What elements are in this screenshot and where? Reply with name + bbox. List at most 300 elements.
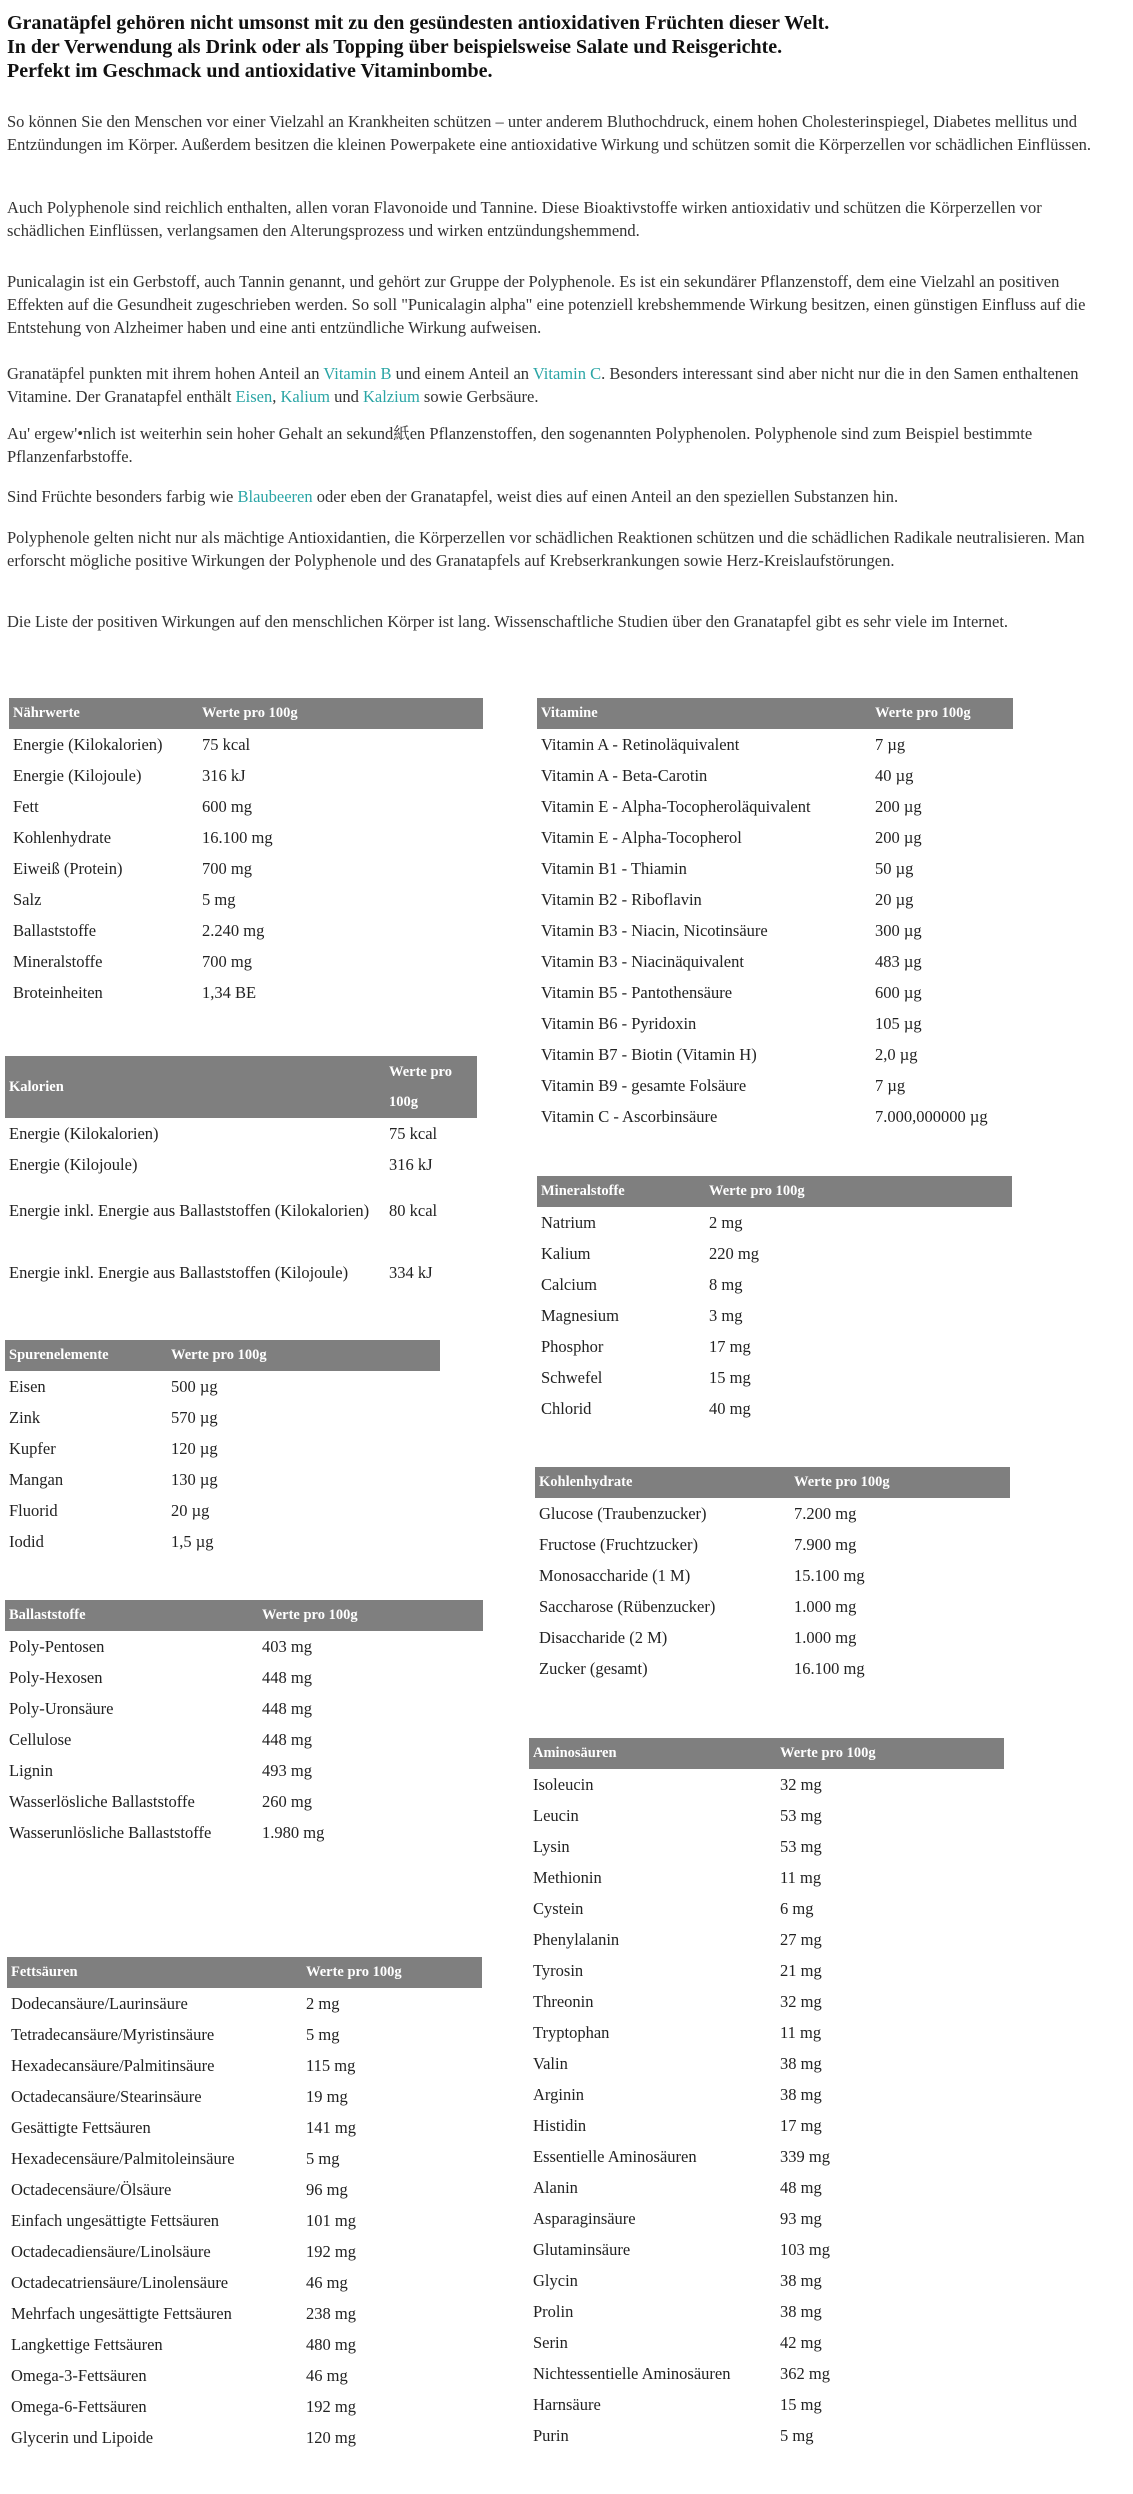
nutrient-value: 80 kcal xyxy=(389,1201,438,1220)
nutrient-value: 115 mg xyxy=(306,2055,356,2075)
nutrient-name: Cellulose xyxy=(9,1729,72,1749)
column-header-value: Werte pro 100g xyxy=(871,698,1013,729)
nutrient-name: Hexadecensäure/Palmitoleinsäure xyxy=(11,2148,235,2168)
paragraph-punicalagin: Punicalagin ist ein Gerbstoff, auch Tannin genannt, und gehört zur Gruppe der Polyphenole. Es ist ein sekundärer Pflanzenstoff, dem eine Vielzahl an positiven Effekten auf die Gesundheit zugeschrieben werden. So soll "Punicalagin alpha" eine potenziell krebshemmende Wirkung besitzen, einen günstigen Einfluss auf die Entstehung von Alzheimer haben und eine anti entzündliche Wirkung aufweisen. xyxy=(7,272,1086,337)
table-row xyxy=(529,1893,1004,1924)
nutrient-name: Hexadecansäure/Palmitinsäure xyxy=(11,2055,215,2075)
table-row xyxy=(537,915,1013,946)
nutrient-name: Lysin xyxy=(533,1836,570,1856)
table-kalorien xyxy=(5,1056,477,1304)
table-row xyxy=(529,2079,1004,2110)
nutrient-value: 192 mg xyxy=(306,2396,356,2416)
table-row xyxy=(7,2329,482,2360)
nutrient-name: Energie (Kilokalorien) xyxy=(9,1123,159,1143)
nutrient-value: 5 mg xyxy=(306,2148,340,2168)
nutrient-name: Eisen xyxy=(9,1376,46,1396)
nutrient-value: 500 µg xyxy=(171,1376,218,1396)
table-row xyxy=(529,2141,1004,2172)
paragraph-polyphenols: Auch Polyphenole sind reichlich enthalten, allen voran Flavonoide und Tannine. Diese Bioaktivstoffe wirken antioxidativ und schützen die Körperzellen vor schädlichen Einflüssen, verlangsamen den Alterungsprozess und wirken entzündungshemmend. xyxy=(7,198,1042,240)
nutrient-value: 15.100 mg xyxy=(794,1565,865,1585)
table-header-row xyxy=(535,1467,1010,1498)
column-header-value: Werte pro 100g xyxy=(198,698,483,729)
column-header-name: Fettsäuren xyxy=(7,1957,302,1988)
table-row xyxy=(529,2234,1004,2265)
nutrient-name: Vitamin B3 - Niacin, Nicotinsäure xyxy=(541,920,768,940)
table-row xyxy=(537,884,1013,915)
nutrient-name: Vitamin B3 - Niacinäquivalent xyxy=(541,951,744,971)
table-row xyxy=(529,1955,1004,1986)
nutrient-value: 50 µg xyxy=(875,858,914,878)
table-row xyxy=(529,2110,1004,2141)
nutrient-value: 46 mg xyxy=(306,2365,348,2385)
table-row xyxy=(537,822,1013,853)
nutrient-value: 38 mg xyxy=(780,2301,822,2321)
link-vitamin-c[interactable]: Vitamin C xyxy=(532,364,602,383)
table-row xyxy=(537,977,1013,1008)
nutrient-value: 93 mg xyxy=(780,2208,822,2228)
nutrient-value: 7.000,000000 µg xyxy=(875,1106,988,1126)
heading-line-2: In der Verwendung als Drink oder als Topping über beispielsweise Salate und Reisgerichte. xyxy=(7,36,783,58)
text-segment: sowie Gerbsäure. xyxy=(419,387,539,406)
nutrient-name: Calcium xyxy=(541,1274,597,1294)
nutrient-value: 101 mg xyxy=(306,2210,356,2230)
link-kalzium[interactable]: Kalzium xyxy=(362,387,420,406)
table-row xyxy=(7,1988,482,2019)
nutrient-name: Fett xyxy=(13,796,39,816)
nutrient-name: Energie (Kilojoule) xyxy=(13,765,142,785)
nutrient-name: Vitamin B7 - Biotin (Vitamin H) xyxy=(541,1044,757,1064)
nutrient-value: 15 mg xyxy=(780,2394,822,2414)
nutrient-value: 27 mg xyxy=(780,1929,822,1949)
text-segment: Granatäpfel punkten mit ihrem hohen Anteil an xyxy=(7,364,324,383)
nutrient-name: Vitamin C - Ascorbinsäure xyxy=(541,1106,718,1126)
nutrient-name: Natrium xyxy=(541,1212,596,1232)
table-row xyxy=(529,2017,1004,2048)
nutrient-value: 448 mg xyxy=(262,1729,312,1749)
nutrient-value: 448 mg xyxy=(262,1698,312,1718)
table-row xyxy=(529,1924,1004,1955)
nutrient-value: 7.900 mg xyxy=(794,1534,857,1554)
nutrient-name: Kupfer xyxy=(9,1438,56,1458)
nutrient-value: 32 mg xyxy=(780,1774,822,1794)
table-mineralstoffe xyxy=(537,1176,1012,1424)
table-row xyxy=(537,1008,1013,1039)
table-aminosaeuren xyxy=(529,1738,1004,2451)
nutrient-name: Vitamin B2 - Riboflavin xyxy=(541,889,702,909)
paragraph-vitamins xyxy=(7,362,1117,408)
column-header-value: Werte pro 100g xyxy=(258,1600,483,1631)
nutrient-name: Serin xyxy=(533,2332,568,2352)
table-row xyxy=(529,2389,1004,2420)
column-header-name: Nährwerte xyxy=(9,698,198,729)
nutrient-name: Vitamin B1 - Thiamin xyxy=(541,858,687,878)
nutrient-value: 5 mg xyxy=(202,889,236,909)
nutrient-name: Einfach ungesättigte Fettsäuren xyxy=(11,2210,220,2230)
table-header-row xyxy=(537,698,1013,729)
table-row xyxy=(5,1526,440,1557)
nutrient-value: 600 mg xyxy=(202,796,252,816)
column-header-name: Kohlenhydrate xyxy=(535,1467,790,1498)
table-spurenelemente xyxy=(5,1340,440,1557)
table-row xyxy=(5,1433,440,1464)
nutrient-value: 5 mg xyxy=(306,2024,340,2044)
nutrient-name: Salz xyxy=(13,889,42,909)
table-fettsaeuren xyxy=(7,1957,482,2453)
nutrient-value: 238 mg xyxy=(306,2303,356,2323)
nutrient-value: 32 mg xyxy=(780,1991,822,2011)
column-header-value: Werte pro 100g xyxy=(302,1957,482,1988)
nutrient-value: 1.000 mg xyxy=(794,1627,857,1647)
nutrient-name: Purin xyxy=(533,2425,569,2445)
nutrient-name: Glycin xyxy=(533,2270,578,2290)
text-segment: und xyxy=(329,387,363,406)
table-row xyxy=(5,1631,483,1662)
nutrient-name: Vitamin E - Alpha-Tocopheroläquivalent xyxy=(541,796,811,816)
table-ballaststoffe xyxy=(5,1600,483,1848)
nutrient-value: 38 mg xyxy=(780,2084,822,2104)
column-header-value: Werte pro 100g xyxy=(167,1340,440,1371)
table-row xyxy=(5,1817,483,1848)
nutrient-name: Prolin xyxy=(533,2301,574,2321)
article-heading xyxy=(7,11,1107,83)
nutrient-value: 1,34 BE xyxy=(202,982,257,1002)
column-header-value: Werte pro 100g xyxy=(385,1056,477,1118)
nutrient-value: 2,0 µg xyxy=(875,1044,918,1064)
nutrient-value: 2.240 mg xyxy=(202,920,265,940)
table-header-row xyxy=(5,1056,477,1118)
nutrient-value: 19 mg xyxy=(306,2086,348,2106)
nutrient-name: Energie (Kilojoule) xyxy=(9,1154,138,1174)
nutrient-name: Poly-Uronsäure xyxy=(9,1698,114,1718)
nutrient-value: 493 mg xyxy=(262,1760,312,1780)
nutrient-name: Harnsäure xyxy=(533,2394,601,2414)
nutrient-value: 192 mg xyxy=(306,2241,356,2261)
table-row xyxy=(537,1300,1012,1331)
nutrient-name: Eiweiß (Protein) xyxy=(13,858,123,878)
table-row xyxy=(5,1464,440,1495)
nutrient-value: 6 mg xyxy=(780,1898,814,1918)
nutrient-name: Cystein xyxy=(533,1898,584,1918)
table-header-row xyxy=(7,1957,482,1988)
nutrient-value: 7 µg xyxy=(875,1075,906,1095)
nutrient-name: Vitamin A - Beta-Carotin xyxy=(541,765,708,785)
nutrient-value: 20 µg xyxy=(171,1500,210,1520)
table-row xyxy=(535,1653,1010,1684)
table-row xyxy=(537,1331,1012,1362)
nutrient-value: 38 mg xyxy=(780,2053,822,2073)
table-header-row xyxy=(5,1340,440,1371)
table-row xyxy=(7,2422,482,2453)
table-row xyxy=(529,1862,1004,1893)
table-row xyxy=(7,2360,482,2391)
nutrient-value: 362 mg xyxy=(780,2363,830,2383)
table-header-row xyxy=(537,1176,1012,1207)
table-row xyxy=(7,2236,482,2267)
column-header-value: Werte pro 100g xyxy=(776,1738,1004,1769)
nutrient-value: 483 µg xyxy=(875,951,922,971)
table-naehrwerte xyxy=(9,698,483,1008)
nutrient-value: 2 mg xyxy=(306,1993,340,2013)
link-vitamin-b[interactable]: Vitamin B xyxy=(323,364,392,383)
nutrient-value: 600 µg xyxy=(875,982,922,1002)
table-row xyxy=(529,1831,1004,1862)
nutrient-value: 103 mg xyxy=(780,2239,830,2259)
nutrient-value: 105 µg xyxy=(875,1013,922,1033)
table-row xyxy=(5,1242,477,1304)
nutrient-value: 130 µg xyxy=(171,1469,218,1489)
nutrient-value: 300 µg xyxy=(875,920,922,940)
nutrient-name: Histidin xyxy=(533,2115,587,2135)
nutrient-name: Energie (Kilokalorien) xyxy=(13,734,163,754)
nutrient-value: 21 mg xyxy=(780,1960,822,1980)
nutrient-value: 339 mg xyxy=(780,2146,830,2166)
nutrient-name: Tryptophan xyxy=(533,2022,610,2042)
text-segment: , xyxy=(272,387,281,406)
nutrient-value: 1,5 µg xyxy=(171,1531,214,1551)
table-row xyxy=(535,1560,1010,1591)
text-segment: oder eben der Granatapfel, weist dies auf einen Anteil an den speziellen Substanzen hin. xyxy=(312,487,899,506)
nutrient-value: 11 mg xyxy=(780,1867,822,1887)
table-row xyxy=(9,729,483,760)
nutrient-value: 120 µg xyxy=(171,1438,218,1458)
nutrient-value: 16.100 mg xyxy=(794,1658,865,1678)
nutrient-name: Glucose (Traubenzucker) xyxy=(539,1503,707,1523)
nutrient-name: Mehrfach ungesättigte Fettsäuren xyxy=(11,2303,232,2323)
paragraph-colorful-fruits xyxy=(7,485,1117,508)
nutrient-name: Tyrosin xyxy=(533,1960,584,1980)
nutrient-name: Poly-Hexosen xyxy=(9,1667,103,1687)
nutrient-name: Iodid xyxy=(9,1531,44,1551)
table-row xyxy=(529,2203,1004,2234)
nutrient-name: Vitamin A - Retinoläquivalent xyxy=(541,734,740,754)
table-row xyxy=(529,2172,1004,2203)
nutrient-value: 96 mg xyxy=(306,2179,348,2199)
nutrient-name: Energie inkl. Energie aus Ballaststoffen (Kilojoule) xyxy=(9,1263,349,1282)
table-row xyxy=(529,2296,1004,2327)
nutrient-name: Tetradecansäure/Myristinsäure xyxy=(11,2024,215,2044)
nutrient-name: Asparaginsäure xyxy=(533,2208,636,2228)
table-row xyxy=(537,1070,1013,1101)
nutrient-value: 8 mg xyxy=(709,1274,743,1294)
table-row xyxy=(537,1269,1012,1300)
table-row xyxy=(7,2205,482,2236)
heading-line-1: Granatäpfel gehören nicht umsonst mit zu den gesündesten antioxidativen Früchten dieser Welt. xyxy=(7,12,830,34)
table-row xyxy=(9,791,483,822)
table-row xyxy=(537,1238,1012,1269)
link-kalium[interactable]: Kalium xyxy=(280,387,330,406)
nutrient-name: Methionin xyxy=(533,1867,602,1887)
table-row xyxy=(7,2112,482,2143)
column-header-name: Spurenelemente xyxy=(5,1340,167,1371)
table-row xyxy=(537,853,1013,884)
nutrient-name: Octadecatriensäure/Linolensäure xyxy=(11,2272,229,2292)
nutrient-value: 2 mg xyxy=(709,1212,743,1232)
table-row xyxy=(5,1693,483,1724)
nutrient-value: 1.980 mg xyxy=(262,1822,325,1842)
nutrient-name: Valin xyxy=(533,2053,568,2073)
nutrient-name: Octadecensäure/Ölsäure xyxy=(11,2179,172,2199)
table-row xyxy=(7,2019,482,2050)
nutrient-value: 7.200 mg xyxy=(794,1503,857,1523)
nutrient-name: Zink xyxy=(9,1407,41,1427)
nutrient-name: Phenylalanin xyxy=(533,1929,620,1949)
table-row xyxy=(537,1393,1012,1424)
nutrient-name: Schwefel xyxy=(541,1367,603,1387)
table-row xyxy=(7,2174,482,2205)
paragraph-diseases: So können Sie den Menschen vor einer Vielzahl an Krankheiten schützen – unter anderem Bluthochdruck, einem hohen Cholesterinspiegel, Diabetes mellitus und Entzündungen im Körper. Außerdem besitzen die kleinen Powerpakete eine antioxidative Wirkung und schützen somit die Körperzellen vor schädlichen Einflüssen. xyxy=(7,112,1092,154)
nutrient-name: Mangan xyxy=(9,1469,64,1489)
link-eisen[interactable]: Eisen xyxy=(235,387,273,406)
nutrient-name: Phosphor xyxy=(541,1336,604,1356)
nutrient-value: 42 mg xyxy=(780,2332,822,2352)
nutrient-name: Vitamin B9 - gesamte Folsäure xyxy=(541,1075,747,1095)
table-row xyxy=(529,1986,1004,2017)
nutrient-value: 700 mg xyxy=(202,858,252,878)
table-row xyxy=(529,1800,1004,1831)
link-blaubeeren[interactable]: Blaubeeren xyxy=(237,487,313,506)
nutrient-value: 53 mg xyxy=(780,1805,822,1825)
table-row xyxy=(529,2048,1004,2079)
table-row xyxy=(5,1180,477,1242)
table-row xyxy=(537,1101,1013,1132)
nutrient-value: 16.100 mg xyxy=(202,827,273,847)
nutrient-value: 141 mg xyxy=(306,2117,356,2137)
table-row xyxy=(537,729,1013,760)
nutrient-name: Omega-6-Fettsäuren xyxy=(11,2396,147,2416)
table-vitamine xyxy=(537,698,1013,1132)
nutrient-name: Vitamin B6 - Pyridoxin xyxy=(541,1013,697,1033)
nutrient-value: 5 mg xyxy=(780,2425,814,2445)
nutrient-name: Monosaccharide (1 M) xyxy=(539,1565,691,1585)
nutrient-name: Arginin xyxy=(533,2084,585,2104)
table-row xyxy=(535,1591,1010,1622)
nutrient-value: 17 mg xyxy=(780,2115,822,2135)
table-row xyxy=(537,1039,1013,1070)
table-header-row xyxy=(5,1600,483,1631)
table-row xyxy=(537,760,1013,791)
nutrient-name: Kohlenhydrate xyxy=(13,827,112,847)
nutrient-name: Dodecansäure/Laurinsäure xyxy=(11,1993,188,2013)
table-row xyxy=(529,2265,1004,2296)
column-header-name: Mineralstoffe xyxy=(537,1176,705,1207)
table-row xyxy=(7,2391,482,2422)
nutrient-name: Alanin xyxy=(533,2177,578,2197)
table-row xyxy=(9,946,483,977)
table-row xyxy=(5,1371,440,1402)
nutrient-name: Mineralstoffe xyxy=(13,951,103,971)
table-row xyxy=(5,1495,440,1526)
nutrient-name: Energie inkl. Energie aus Ballaststoffen (Kilokalorien) xyxy=(9,1201,370,1220)
table-row xyxy=(7,2081,482,2112)
table-row xyxy=(537,791,1013,822)
nutrient-value: 17 mg xyxy=(709,1336,751,1356)
nutrient-value: 220 mg xyxy=(709,1243,759,1263)
table-row xyxy=(5,1755,483,1786)
table-row xyxy=(535,1529,1010,1560)
table-row xyxy=(9,915,483,946)
nutrient-value: 46 mg xyxy=(306,2272,348,2292)
nutrient-name: Threonin xyxy=(533,1991,594,2011)
nutrient-value: 334 kJ xyxy=(389,1263,433,1282)
nutrient-value: 53 mg xyxy=(780,1836,822,1856)
nutrient-value: 570 µg xyxy=(171,1407,218,1427)
nutrient-name: Broteinheiten xyxy=(13,982,103,1002)
text-segment: Sind Früchte besonders farbig wie xyxy=(7,487,238,506)
nutrient-name: Fructose (Fruchtzucker) xyxy=(539,1534,698,1554)
nutrient-value: 3 mg xyxy=(709,1305,743,1325)
nutrient-name: Zucker (gesamt) xyxy=(539,1658,648,1678)
nutrient-value: 448 mg xyxy=(262,1667,312,1687)
nutrient-name: Langkettige Fettsäuren xyxy=(11,2334,163,2354)
table-row xyxy=(7,2050,482,2081)
paragraph-secondary-plant-substances: Au' ergew'•nlich ist weiterhin sein hoher Gehalt an sekund紙en Pflanzenstoffen, den sogenannten Polyphenolen. Polyphenole sind zum Beispiel bestimmte Pflanzenfarbstoffe. xyxy=(7,424,1033,466)
nutrient-name: Disaccharide (2 M) xyxy=(539,1627,668,1647)
nutrient-name: Fluorid xyxy=(9,1500,58,1520)
nutrient-name: Leucin xyxy=(533,1805,579,1825)
table-row xyxy=(9,884,483,915)
table-row xyxy=(529,2358,1004,2389)
nutrient-value: 75 kcal xyxy=(202,734,251,754)
table-row xyxy=(537,1207,1012,1238)
nutrient-name: Ballaststoffe xyxy=(13,920,97,940)
table-row xyxy=(537,946,1013,977)
paragraph-studies: Die Liste der positiven Wirkungen auf den menschlichen Körper ist lang. Wissenschaftliche Studien über den Granatapfel gibt es sehr viele im Internet. xyxy=(7,612,1009,631)
nutrient-value: 200 µg xyxy=(875,827,922,847)
table-row xyxy=(9,977,483,1008)
nutrient-name: Chlorid xyxy=(541,1398,592,1418)
nutrient-name: Octadecadiensäure/Linolsäure xyxy=(11,2241,211,2261)
table-row xyxy=(535,1498,1010,1529)
nutrient-value: 7 µg xyxy=(875,734,906,754)
column-header-name: Aminosäuren xyxy=(529,1738,776,1769)
text-segment: . Besonders interessant sind aber nicht nur die in den Samen enthaltenen Vitamine. Der Granatapfel enthält xyxy=(7,364,1079,406)
nutrient-name: Glycerin und Lipoide xyxy=(11,2427,154,2447)
nutrient-name: Wasserlösliche Ballaststoffe xyxy=(9,1791,195,1811)
nutrient-name: Vitamin E - Alpha-Tocopherol xyxy=(541,827,742,847)
nutrient-value: 120 mg xyxy=(306,2427,356,2447)
nutrient-name: Gesättigte Fettsäuren xyxy=(11,2117,151,2137)
table-row xyxy=(7,2298,482,2329)
table-row xyxy=(529,2420,1004,2451)
column-header-value: Werte pro 100g xyxy=(705,1176,1012,1207)
nutrient-name: Poly-Pentosen xyxy=(9,1636,105,1656)
table-row xyxy=(7,2267,482,2298)
nutrient-name: Wasserunlösliche Ballaststoffe xyxy=(9,1822,212,1842)
column-header-name: Ballaststoffe xyxy=(5,1600,258,1631)
nutrient-value: 15 mg xyxy=(709,1367,751,1387)
nutrient-value: 403 mg xyxy=(262,1636,312,1656)
table-row xyxy=(9,760,483,791)
column-header-name: Kalorien xyxy=(5,1056,385,1118)
nutrient-value: 316 kJ xyxy=(389,1154,433,1174)
table-row xyxy=(5,1724,483,1755)
table-row xyxy=(535,1622,1010,1653)
nutrient-value: 38 mg xyxy=(780,2270,822,2290)
nutrient-value: 316 kJ xyxy=(202,765,246,785)
table-row xyxy=(7,2143,482,2174)
table-header-row xyxy=(529,1738,1004,1769)
nutrient-value: 11 mg xyxy=(780,2022,822,2042)
table-header-row xyxy=(9,698,483,729)
nutrient-value: 48 mg xyxy=(780,2177,822,2197)
table-row xyxy=(5,1118,477,1149)
nutrient-value: 40 µg xyxy=(875,765,914,785)
table-row xyxy=(529,1769,1004,1800)
nutrient-name: Omega-3-Fettsäuren xyxy=(11,2365,147,2385)
nutrient-name: Nichtessentielle Aminosäuren xyxy=(533,2363,731,2383)
nutrient-value: 1.000 mg xyxy=(794,1596,857,1616)
table-row xyxy=(529,2327,1004,2358)
